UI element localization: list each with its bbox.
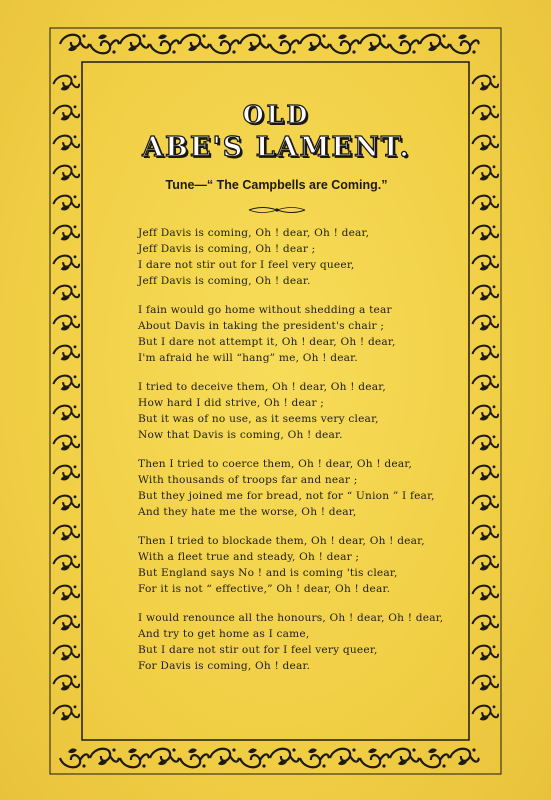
- verse-line: I'm afraid he will “hang” me, Oh ! dear.: [138, 352, 358, 364]
- stanza-2: [138, 302, 458, 366]
- verse-line: Then I tried to coerce them, Oh ! dear, Oh ! dear,: [138, 458, 413, 470]
- verse-line: Then I tried to blockade them, Oh ! dear, Oh ! dear,: [138, 535, 425, 547]
- verse-line: For Davis is coming, Oh ! dear.: [138, 660, 311, 672]
- stanza-3: [138, 379, 458, 443]
- verse-line: For it is not “ effective,” Oh ! dear, Oh ! dear.: [138, 583, 391, 595]
- broadside-content: [104, 90, 449, 710]
- decorative-rule-icon: [247, 203, 307, 217]
- verse-line: I dare not stir out for I feel very queer,: [138, 259, 355, 271]
- title-line-2: ABE'S LAMENT.: [142, 132, 411, 163]
- verse-line: I tried to deceive them, Oh ! dear, Oh ! dear,: [138, 381, 386, 393]
- title-line-1: OLD: [242, 100, 311, 129]
- verse-line: Now that Davis is coming, Oh ! dear.: [138, 429, 343, 441]
- stanza-6: [138, 610, 458, 674]
- verse-line: But England says No ! and is coming 'tis clear,: [138, 567, 398, 579]
- verse-line: Jeff Davis is coming, Oh ! dear, Oh ! dear,: [138, 227, 370, 239]
- verse-line: How hard I did strive, Oh ! dear ;: [138, 397, 325, 409]
- verse-line: I fain would go home without shedding a tear: [138, 304, 392, 316]
- verse-line: And they hate me the worse, Oh ! dear,: [138, 506, 357, 518]
- verse-line: And try to get home as I came,: [138, 628, 310, 640]
- verse-line: Jeff Davis is coming, Oh ! dear ;: [138, 243, 316, 255]
- stanza-5: [138, 533, 458, 597]
- verses: [138, 225, 458, 687]
- verse-line: Jeff Davis is coming, Oh ! dear.: [138, 275, 311, 287]
- verse-line: With a fleet true and steady, Oh ! dear ;: [138, 551, 360, 563]
- verse-line: About Davis in taking the president's chair ;: [138, 320, 385, 332]
- verse-line: But it was of no use, as it seems very clear,: [138, 413, 379, 425]
- tune-caption: Tune—“ The Campbells are Coming.”: [165, 178, 388, 192]
- verse-line: But I dare not attempt it, Oh ! dear, Oh ! dear,: [138, 336, 396, 348]
- stanza-1: [138, 225, 458, 289]
- verse-line: I would renounce all the honours, Oh ! dear, Oh ! dear,: [138, 612, 444, 624]
- verse-line: With thousands of troops far and near ;: [138, 474, 358, 486]
- verse-line: But I dare not stir out for I feel very queer,: [138, 644, 378, 656]
- stanza-4: [138, 456, 458, 520]
- verse-line: But they joined me for bread, not for “ Union ” I fear,: [138, 490, 435, 502]
